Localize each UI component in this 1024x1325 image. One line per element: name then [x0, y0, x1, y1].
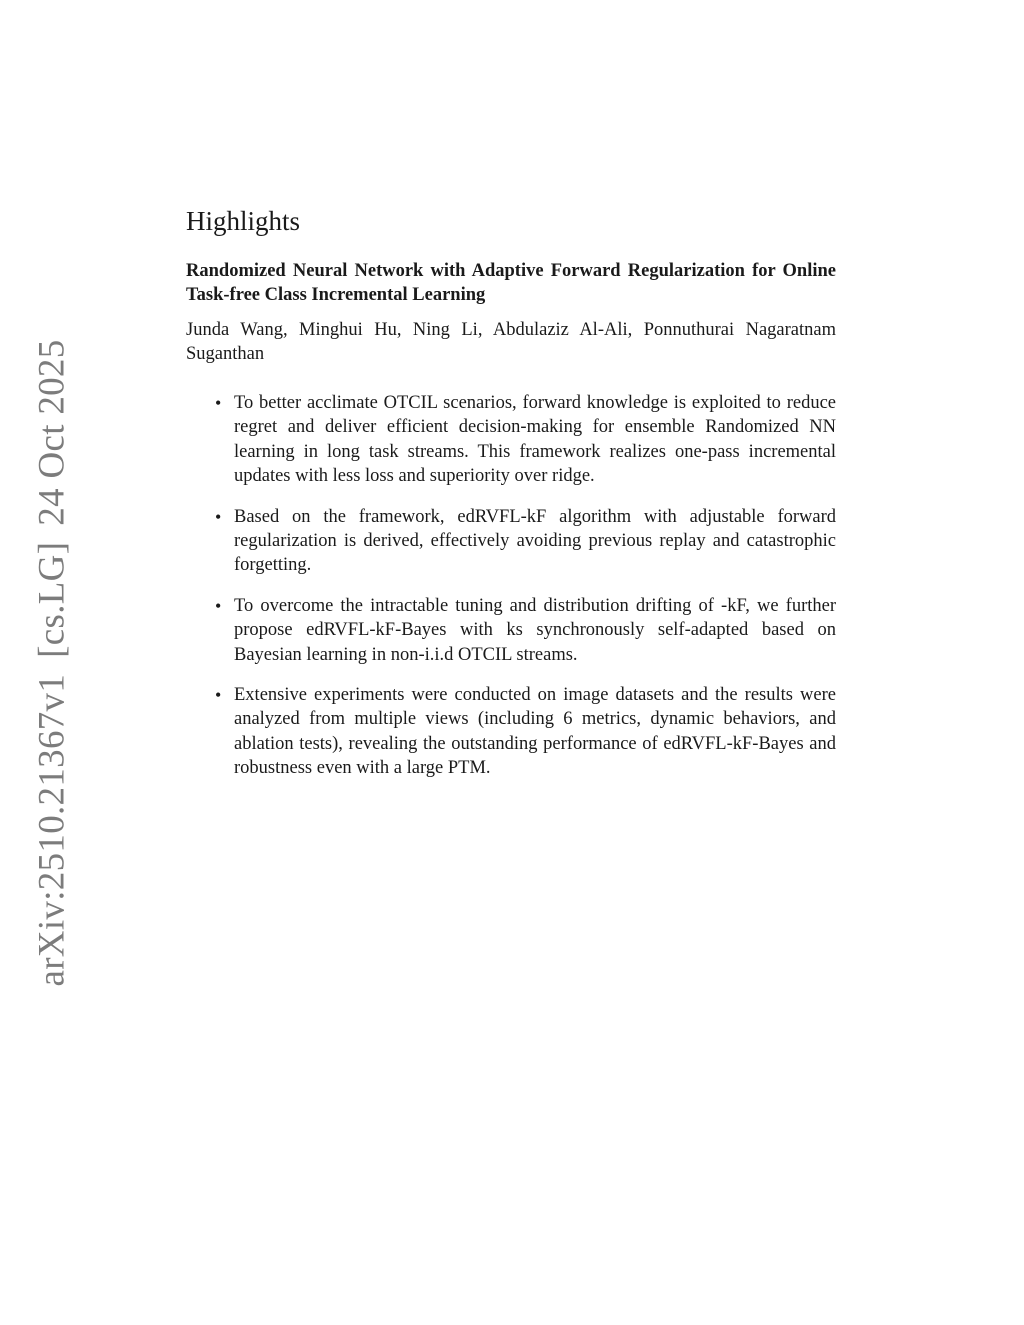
- bullet-icon: •: [215, 595, 222, 616]
- arxiv-category: [cs.LG]: [31, 541, 73, 658]
- arxiv-watermark: [31, 339, 74, 986]
- highlights-page: [186, 204, 836, 797]
- highlight-item: [215, 594, 836, 667]
- bullet-icon: •: [215, 393, 222, 413]
- highlight-text: Extensive experiments were conducted on image datasets and the results were analyzed from multiple views (including 6 metrics, dynamic behaviors, and ablation tests), revealing the outstanding performance of edRVFL-kF-Bayes and robustness even with a large PTM.: [234, 685, 836, 779]
- paper-title: Randomized Neural Network with Adaptive Forward Regularization for Online Task-free Class Incremental Learning: [186, 261, 836, 305]
- highlight-item: [215, 683, 836, 781]
- section-heading: Highlights: [186, 206, 301, 236]
- bullet-icon: •: [215, 685, 222, 706]
- highlights-list: [186, 391, 836, 781]
- highlight-text: To overcome the intractable tuning and distribution drifting of -kF, we further propose edRVFL-kF-Bayes with ks synchronously self-adapted based on Bayesian learning in non-i.i.d OTCIL streams.: [234, 595, 836, 665]
- arxiv-date: 24 Oct 2025: [31, 339, 73, 526]
- arxiv-identifier: arXiv:2510.21367v1: [31, 673, 73, 987]
- highlight-item: [215, 391, 836, 489]
- author-list: Junda Wang, Minghui Hu, Ning Li, Abdulaziz Al-Ali, Ponnuthurai Nagaratnam Suganthan: [186, 320, 836, 364]
- highlight-text: To better acclimate OTCIL scenarios, forward knowledge is exploited to reduce regret and deliver efficient decision-making for ensemble Randomized NN learning in long task streams. This framework realizes one-pass incremental updates with less loss and superiority over ridge.: [234, 393, 836, 487]
- highlight-item: [215, 505, 836, 578]
- highlight-text: Based on the framework, edRVFL-kF algorithm with adjustable forward regularization is derived, effectively avoiding previous replay and catastrophic forgetting.: [234, 506, 836, 576]
- bullet-icon: •: [215, 506, 222, 527]
